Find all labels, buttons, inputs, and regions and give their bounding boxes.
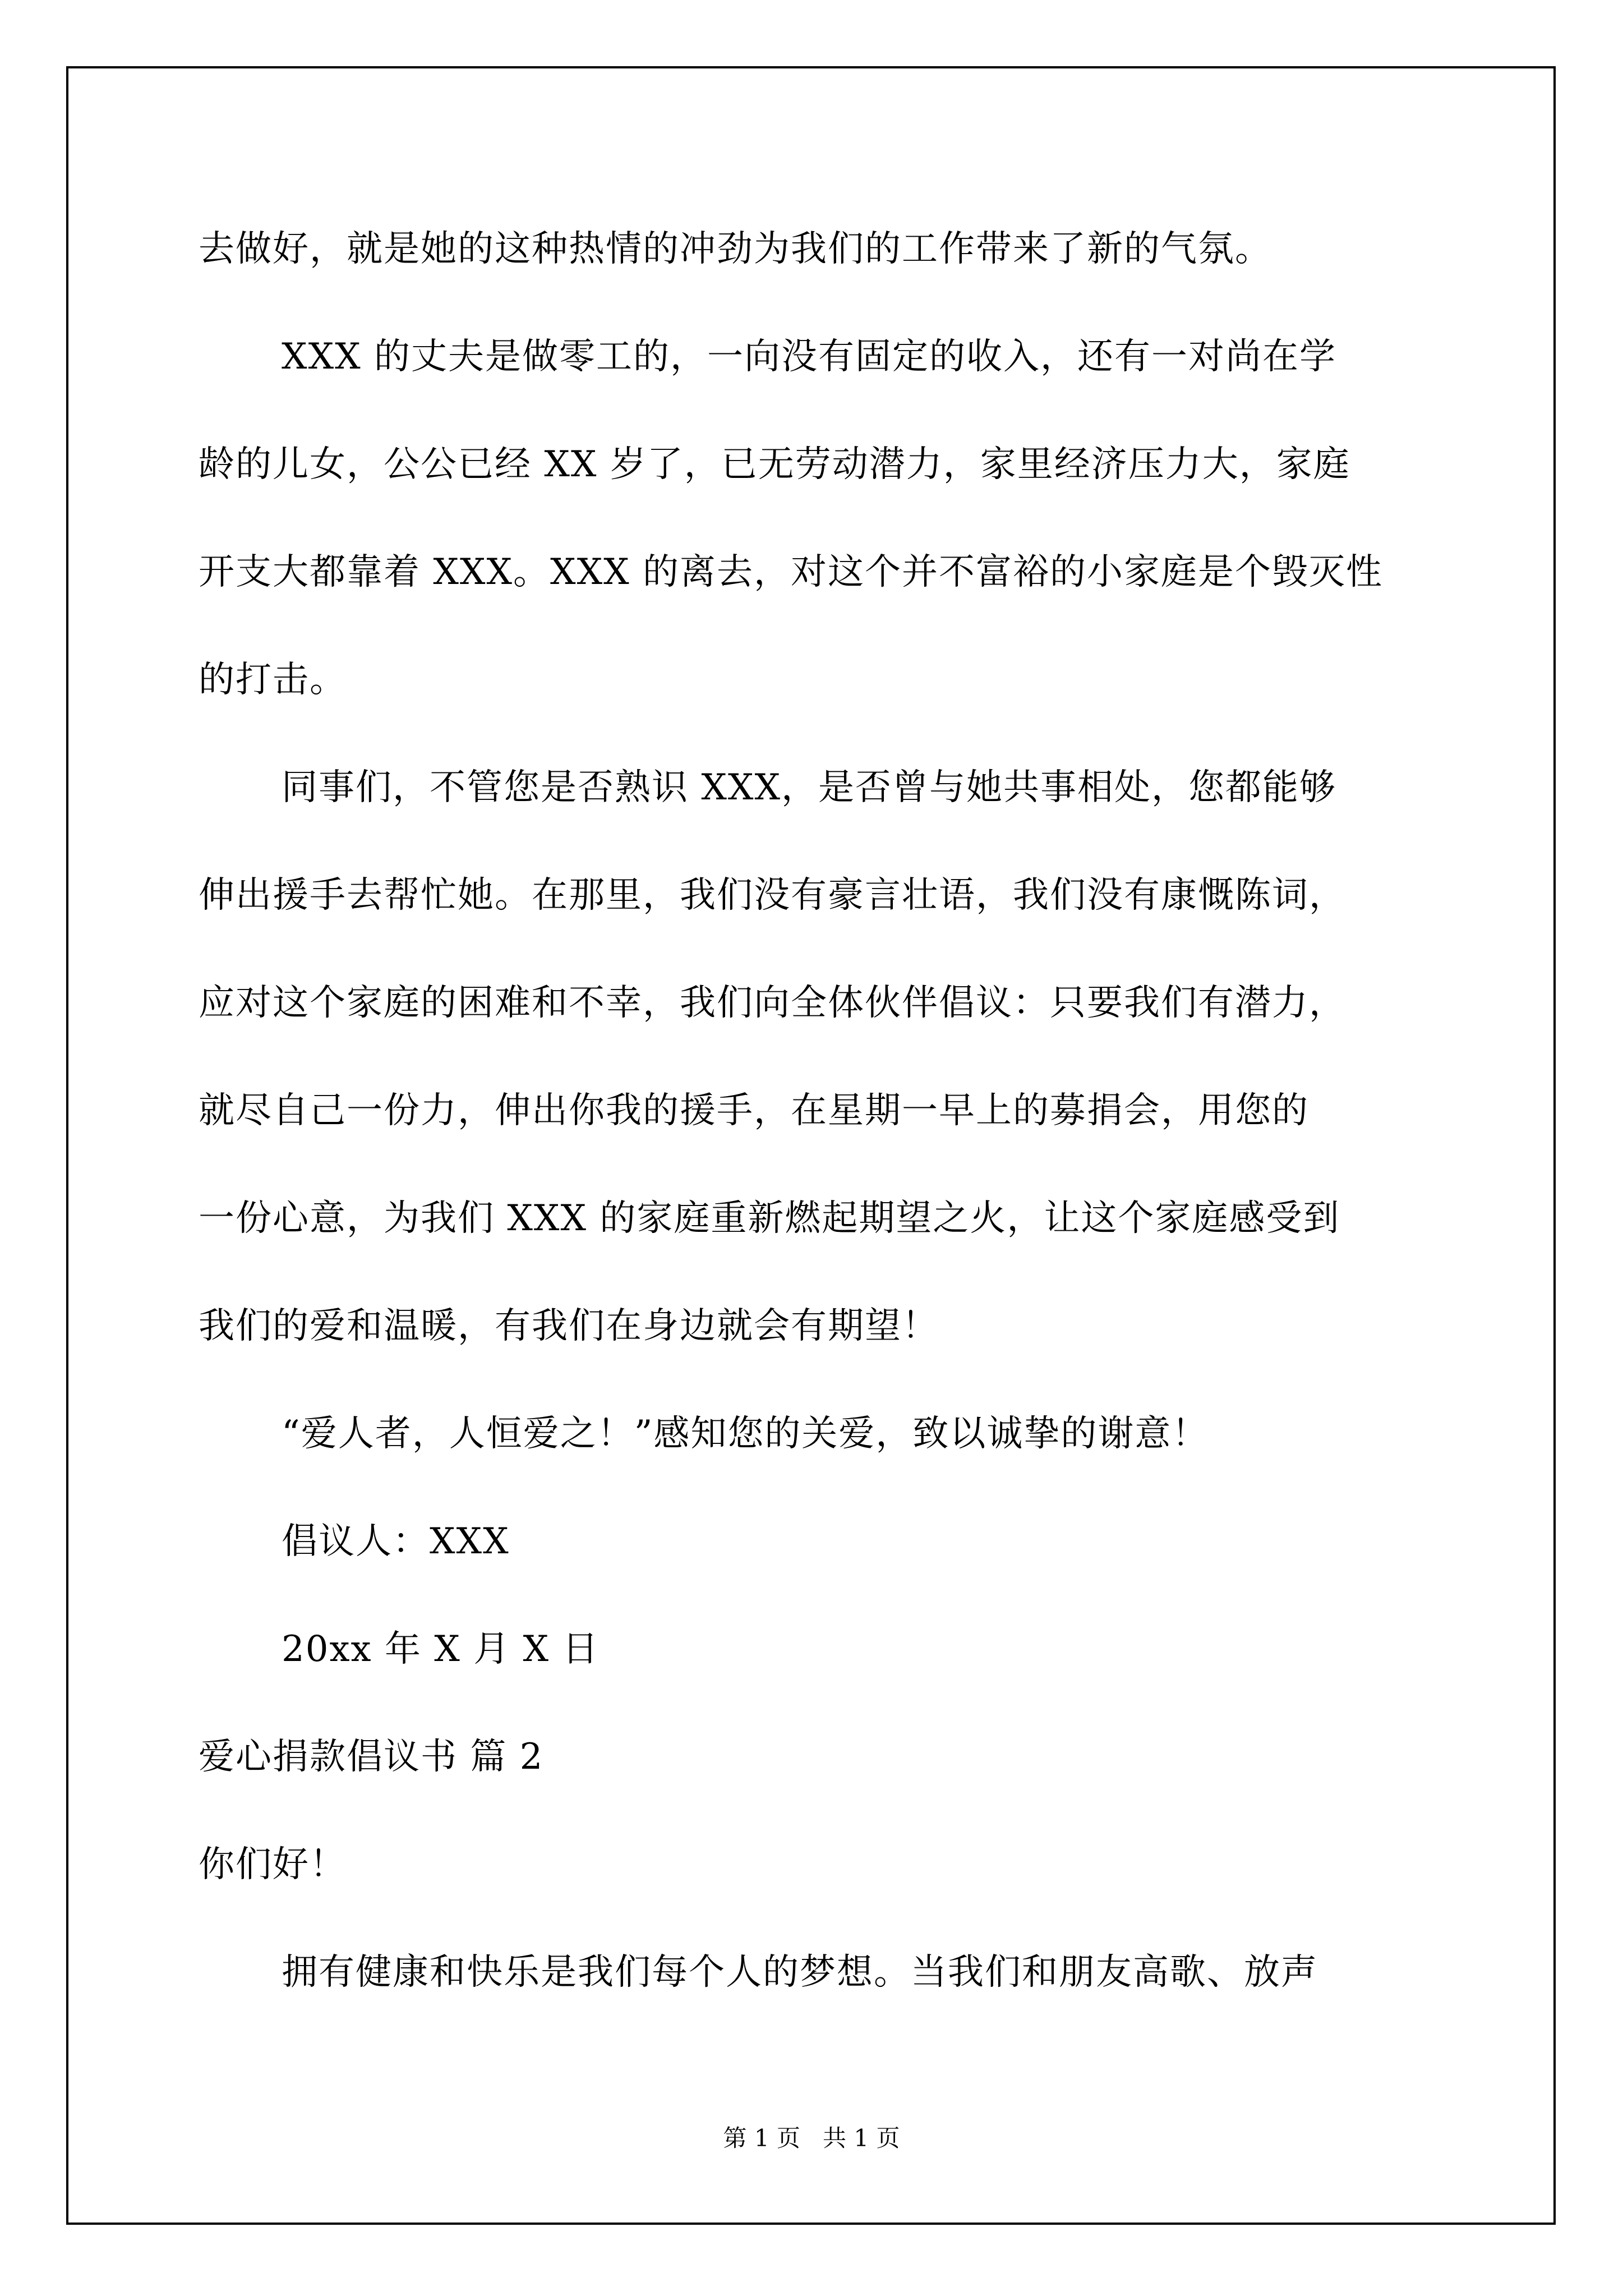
text-line-8: 应对这个家庭的困难和不幸，我们向全体伙伴倡议：只要我们有潜力， [199,982,1346,1024]
signature-line: 倡议人：XXX [282,1521,510,1562]
text-line-7: 伸出援手去帮忙她。在那里，我们没有豪言壮语，我们没有康慨陈词， [199,875,1346,916]
text-line-11: 我们的爱和温暖，有我们在身边就会有期望！ [199,1305,939,1347]
text-line-3: 龄的儿女，公公已经 XX 岁了，已无劳动潜力，家里经济压力大，家庭 [199,444,1350,485]
section-heading: 爱心捐款倡议书 篇 2 [199,1736,544,1778]
date-line: 20xx 年 X 月 X 日 [282,1628,600,1670]
text-line-2: XXX 的丈夫是做零工的，一向没有固定的收入，还有一对尚在学 [282,336,1337,378]
text-line-4: 开支大都靠着 XXX。XXX 的离去，对这个并不富裕的小家庭是个毁灭性 [199,551,1384,593]
text-line-12: “爱人者，人恒爱之！”感知您的关爱，致以诚挚的谢意！ [282,1413,1209,1455]
text-line-6: 同事们，不管您是否熟识 XXX，是否曾与她共事相处，您都能够 [282,767,1337,808]
page-footer: 第 1 页 共 1 页 [723,2124,900,2152]
text-line-17: 拥有健康和快乐是我们每个人的梦想。当我们和朋友高歌、放声 [282,1952,1318,1993]
page-border [66,66,1556,2225]
greeting-line: 你们好！ [199,1844,347,1885]
text-line-10: 一份心意，为我们 XXX 的家庭重新燃起期望之火，让这个家庭感受到 [199,1198,1340,1239]
text-line-9: 就尽自己一份力，伸出你我的援手，在星期一早上的募捐会，用您的 [199,1090,1309,1131]
text-line-1: 去做好，就是她的这种热情的冲劲为我们的工作带来了新的气氛。 [199,228,1272,270]
text-line-5: 的打击。 [199,659,347,701]
